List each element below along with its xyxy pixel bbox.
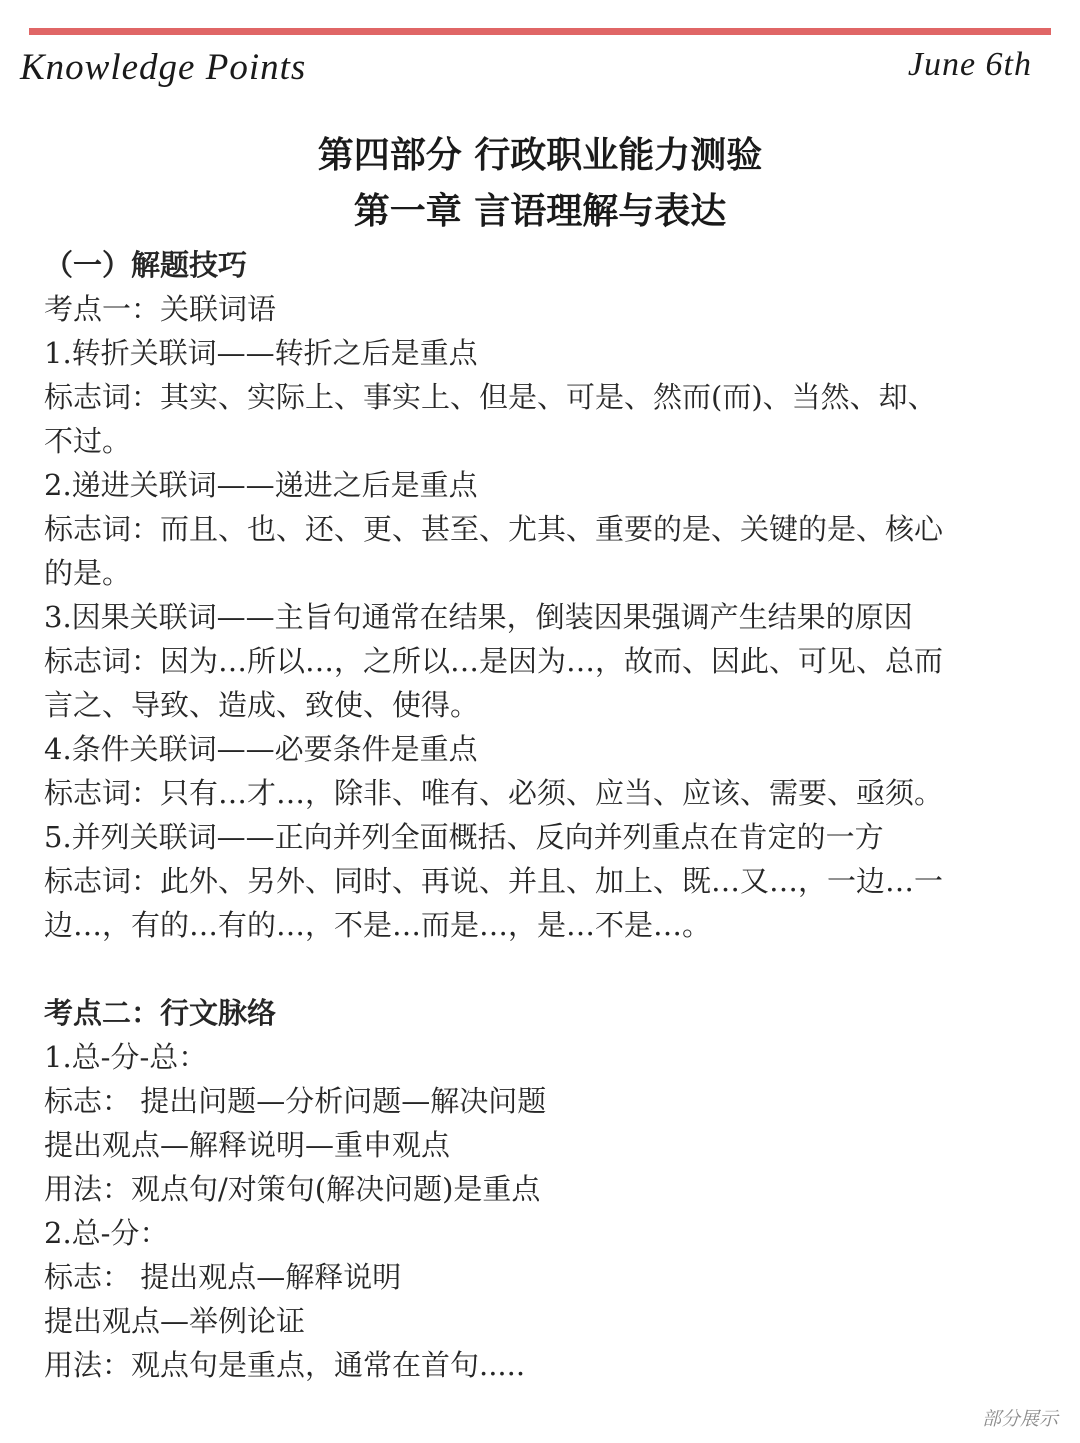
note-line: 标志： 提出问题—分析问题—解决问题 bbox=[44, 1084, 547, 1118]
note-line: 2.总-分： bbox=[44, 1216, 169, 1250]
top-accent-bar bbox=[29, 28, 1051, 35]
header-title: Knowledge Points bbox=[20, 47, 307, 88]
chapter-title: 第一章 言语理解与表达 bbox=[353, 191, 727, 232]
note-line: 1.转折关联词——转折之后是重点 bbox=[44, 336, 478, 370]
note-line: 边…，有的…有的…，不是…而是…，是…不是…。 bbox=[44, 908, 712, 942]
notes-body bbox=[44, 243, 1044, 1387]
note-line: （一）解题技巧 bbox=[44, 248, 248, 282]
note-line: 不过。 bbox=[44, 424, 132, 458]
note-line: 用法：观点句是重点，通常在首句..... bbox=[44, 1348, 526, 1382]
note-line: 标志词：此外、另外、同时、再说、并且、加上、既…又…，一边…一 bbox=[44, 864, 944, 898]
header-date: June 6th bbox=[907, 46, 1032, 83]
note-line: 1.总-分-总： bbox=[44, 1040, 208, 1074]
note-line: 用法：观点句/对策句(解决问题)是重点 bbox=[44, 1172, 541, 1206]
note-line: 标志词：因为…所以…，之所以…是因为…，故而、因此、可见、总而 bbox=[44, 644, 944, 678]
note-line: 考点一：关联词语 bbox=[44, 292, 277, 326]
note-line: 的是。 bbox=[44, 556, 132, 590]
note-line: 标志： 提出观点—解释说明 bbox=[44, 1260, 402, 1294]
part-title: 第四部分 行政职业能力测验 bbox=[317, 135, 763, 176]
note-line: 2.递进关联词——递进之后是重点 bbox=[44, 468, 478, 502]
note-line: 考点二：行文脉络 bbox=[44, 996, 277, 1030]
note-line: 提出观点—解释说明—重申观点 bbox=[44, 1128, 451, 1162]
note-line: 标志词：只有…才…，除非、唯有、必须、应当、应该、需要、亟须。 bbox=[44, 776, 944, 810]
footer-watermark: 部分展示 bbox=[981, 1408, 1058, 1430]
note-line: 标志词：而且、也、还、更、甚至、尤其、重要的是、关键的是、核心 bbox=[44, 512, 944, 546]
note-line: 提出观点—举例论证 bbox=[44, 1304, 306, 1338]
blank-line bbox=[44, 947, 1044, 991]
note-line: 3.因果关联词——主旨句通常在结果，倒装因果强调产生结果的原因 bbox=[44, 600, 913, 634]
note-line: 言之、导致、造成、致使、使得。 bbox=[44, 688, 480, 722]
note-line: 4.条件关联词——必要条件是重点 bbox=[44, 732, 478, 766]
note-line: 5.并列关联词——正向并列全面概括、反向并列重点在肯定的一方 bbox=[44, 820, 884, 854]
note-line: 标志词：其实、实际上、事实上、但是、可是、然而(而)、当然、却、 bbox=[44, 380, 937, 414]
